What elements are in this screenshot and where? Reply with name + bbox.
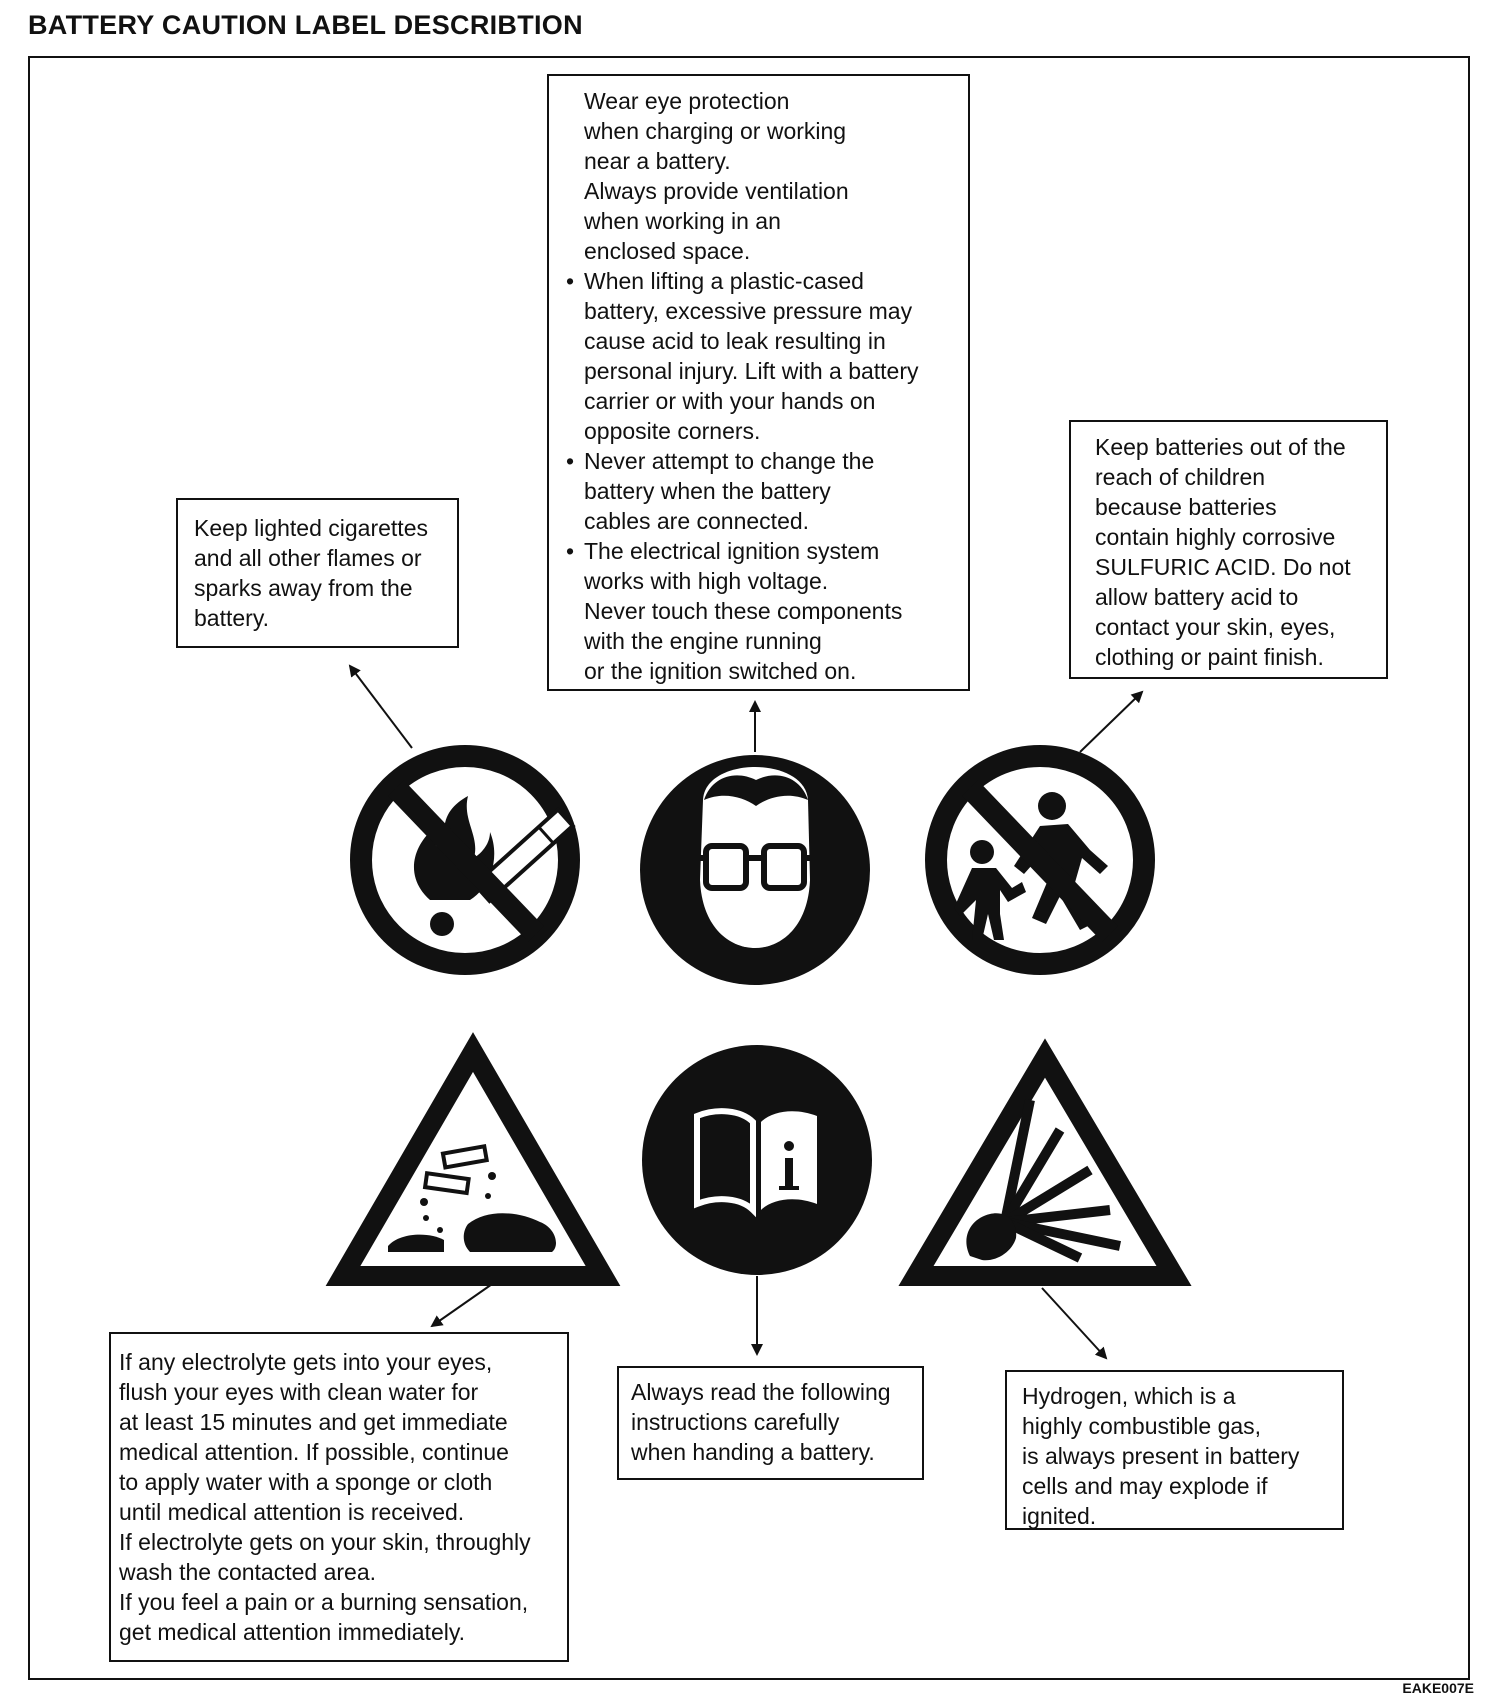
eye-protection-icon: [640, 755, 870, 985]
no-flame-icon: [361, 756, 573, 964]
flame-line: battery.: [194, 605, 269, 631]
hydrogen-line: is always present in battery: [1022, 1443, 1300, 1469]
bullet-line: with the engine running: [584, 628, 822, 654]
eye-line: enclosed space.: [584, 238, 751, 264]
eye-line: near a battery.: [584, 148, 731, 174]
manual-line: Always read the following: [631, 1379, 891, 1405]
arrow-hydrogen: [1042, 1288, 1106, 1358]
corrosive-acid-icon: [343, 1052, 603, 1276]
hydrogen-line: highly combustible gas,: [1022, 1413, 1262, 1439]
bullet-line: battery, excessive pressure may: [584, 298, 913, 324]
bullet-line: carrier or with your hands on: [584, 388, 876, 414]
manual-line: instructions carefully: [631, 1409, 840, 1435]
figure-code: EAKE007E: [1402, 1680, 1474, 1696]
explosion-icon: [916, 1058, 1174, 1276]
bullet-lifting: [566, 266, 954, 446]
eye-line: Always provide ventilation: [584, 178, 849, 204]
children-line: contain highly corrosive: [1095, 524, 1336, 550]
bullet-line: works with high voltage.: [584, 568, 829, 594]
eye-protection-box: [547, 74, 970, 691]
bullet-line: • When lifting a plastic-cased: [584, 268, 864, 294]
arrow-flame: [350, 666, 412, 748]
bullet-line: cause acid to leak resulting in: [584, 328, 886, 354]
eye-line: Wear eye protection: [584, 88, 790, 114]
children-line: reach of children: [1095, 464, 1266, 490]
bullet-line: personal injury. Lift with a battery: [584, 358, 919, 384]
children-line: allow battery acid to: [1095, 584, 1299, 610]
children-line: Keep batteries out of the: [1095, 434, 1346, 460]
electrolyte-line: medical attention. If possible, continue: [119, 1439, 509, 1465]
bullet-line: • The electrical ignition system: [584, 538, 880, 564]
flame-box: [176, 498, 459, 648]
flame-line: sparks away from the: [194, 575, 413, 601]
children-line: clothing or paint finish.: [1095, 644, 1324, 670]
children-line: contact your skin, eyes,: [1095, 614, 1336, 640]
arrow-children: [1080, 692, 1142, 752]
keep-away-children-icon: [936, 756, 1144, 964]
bullet-ignition: [566, 536, 954, 686]
children-box: [1069, 420, 1388, 679]
hydrogen-line: ignited.: [1022, 1503, 1097, 1529]
eye-line: when working in an: [584, 208, 781, 234]
page-title: BATTERY CAUTION LABEL DESCRIBTION: [28, 10, 583, 40]
electrolyte-line: until medical attention is received.: [119, 1499, 465, 1525]
children-line: because batteries: [1095, 494, 1277, 520]
bullet-line: opposite corners.: [584, 418, 761, 444]
flame-line: and all other flames or: [194, 545, 422, 571]
electrolyte-line: If electrolyte gets on your skin, throughly: [119, 1529, 531, 1555]
electrolyte-line: at least 15 minutes and get immediate: [119, 1409, 508, 1435]
electrolyte-line: get medical attention immediately.: [119, 1619, 466, 1645]
electrolyte-line: flush your eyes with clean water for: [119, 1379, 479, 1405]
hydrogen-box: [1005, 1370, 1344, 1530]
bullet-line: cables are connected.: [584, 508, 810, 534]
bullet-line: or the ignition switched on.: [584, 658, 857, 684]
bullet-line: battery when the battery: [584, 478, 831, 504]
read-manual-icon: [642, 1045, 872, 1275]
flame-line: Keep lighted cigarettes: [194, 515, 428, 541]
arrow-electrolyte: [432, 1282, 495, 1326]
children-line: SULFURIC ACID. Do not: [1095, 554, 1351, 580]
electrolyte-line: If you feel a pain or a burning sensation,: [119, 1589, 529, 1615]
electrolyte-box: [109, 1332, 569, 1662]
electrolyte-line: If any electrolyte gets into your eyes,: [119, 1349, 493, 1375]
manual-line: when handing a battery.: [631, 1439, 875, 1465]
bullet-change-battery: [566, 446, 954, 536]
bullet-line: • Never attempt to change the: [584, 448, 875, 474]
manual-box: [617, 1366, 924, 1480]
bullet-line: Never touch these components: [584, 598, 903, 624]
eye-line: when charging or working: [584, 118, 847, 144]
electrolyte-line: to apply water with a sponge or cloth: [119, 1469, 493, 1495]
electrolyte-line: wash the contacted area.: [119, 1559, 376, 1585]
hydrogen-line: cells and may explode if: [1022, 1473, 1268, 1499]
hydrogen-line: Hydrogen, which is a: [1022, 1383, 1236, 1409]
